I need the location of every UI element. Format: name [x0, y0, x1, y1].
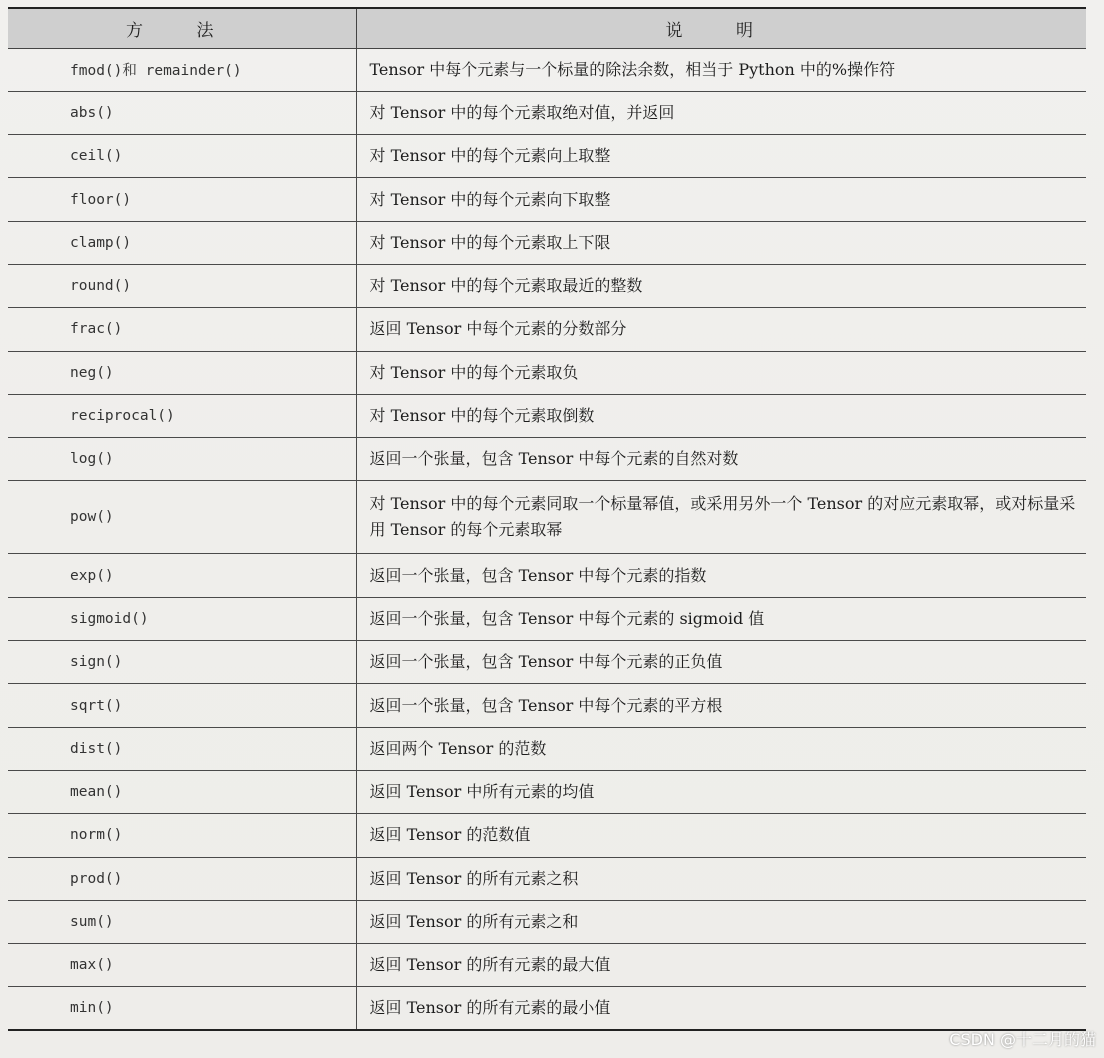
- description-cell: 返回两个 Tensor 的范数: [356, 727, 1086, 770]
- description-cell: 返回 Tensor 的所有元素的最小值: [356, 987, 1086, 1030]
- description-cell: 返回一个张量，包含 Tensor 中每个元素的指数: [356, 554, 1086, 597]
- tensor-methods-table-container: [8, 7, 1086, 1031]
- method-cell: abs(): [8, 91, 356, 134]
- description-cell: 返回一个张量，包含 Tensor 中每个元素的自然对数: [356, 438, 1086, 481]
- description-cell: 对 Tensor 中的每个元素向上取整: [356, 135, 1086, 178]
- description-cell: 对 Tensor 中的每个元素取倒数: [356, 394, 1086, 437]
- description-cell: 返回一个张量，包含 Tensor 中每个元素的平方根: [356, 684, 1086, 727]
- method-cell: exp(): [8, 554, 356, 597]
- table-row: [8, 481, 1086, 554]
- method-cell: prod(): [8, 857, 356, 900]
- table-row: [8, 857, 1086, 900]
- method-cell: sigmoid(): [8, 597, 356, 640]
- description-cell: 返回 Tensor 的所有元素之积: [356, 857, 1086, 900]
- table-row: [8, 814, 1086, 857]
- table-row: [8, 987, 1086, 1030]
- description-cell: 对 Tensor 中的每个元素取负: [356, 351, 1086, 394]
- table-row: [8, 178, 1086, 221]
- table-row: [8, 597, 1086, 640]
- table-row: [8, 770, 1086, 813]
- description-column-header: 说 明: [356, 8, 1086, 48]
- csdn-watermark: CSDN @十二月的猫: [949, 1030, 1096, 1049]
- table-row: [8, 135, 1086, 178]
- table-row: [8, 394, 1086, 437]
- tensor-methods-table: [8, 7, 1086, 1031]
- method-cell: round(): [8, 264, 356, 307]
- method-cell: frac(): [8, 308, 356, 351]
- method-cell: pow(): [8, 481, 356, 554]
- description-cell: 对 Tensor 中的每个元素取最近的整数: [356, 264, 1086, 307]
- description-cell: 对 Tensor 中的每个元素向下取整: [356, 178, 1086, 221]
- description-cell: 返回一个张量，包含 Tensor 中每个元素的 sigmoid 值: [356, 597, 1086, 640]
- table-row: [8, 264, 1086, 307]
- method-cell: norm(): [8, 814, 356, 857]
- description-cell: 返回 Tensor 中每个元素的分数部分: [356, 308, 1086, 351]
- method-column-header: 方 法: [8, 8, 356, 48]
- method-cell: clamp(): [8, 221, 356, 264]
- table-row: [8, 641, 1086, 684]
- description-cell: 对 Tensor 中的每个元素取上下限: [356, 221, 1086, 264]
- method-cell: dist(): [8, 727, 356, 770]
- table-row: [8, 554, 1086, 597]
- method-cell: min(): [8, 987, 356, 1030]
- table-row: [8, 308, 1086, 351]
- table-row: [8, 727, 1086, 770]
- method-cell: max(): [8, 944, 356, 987]
- method-cell: reciprocal(): [8, 394, 356, 437]
- table-row: [8, 944, 1086, 987]
- method-cell: sign(): [8, 641, 356, 684]
- method-cell: sqrt(): [8, 684, 356, 727]
- table-row: [8, 91, 1086, 134]
- method-cell: sum(): [8, 900, 356, 943]
- table-row: [8, 351, 1086, 394]
- table-row: [8, 221, 1086, 264]
- method-cell: log(): [8, 438, 356, 481]
- description-cell: Tensor 中每个元素与一个标量的除法余数，相当于 Python 中的%操作符: [356, 48, 1086, 91]
- table-row: [8, 900, 1086, 943]
- description-cell: 返回 Tensor 中所有元素的均值: [356, 770, 1086, 813]
- description-cell: 对 Tensor 中的每个元素同取一个标量幂值，或采用另外一个 Tensor 的对应元素取幂，或对标量采用 Tensor 的每个元素取幂: [356, 481, 1086, 554]
- table-header-row: [8, 8, 1086, 48]
- method-cell: neg(): [8, 351, 356, 394]
- method-cell: fmod()和 remainder(): [8, 48, 356, 91]
- method-cell: mean(): [8, 770, 356, 813]
- method-cell: floor(): [8, 178, 356, 221]
- table-row: [8, 438, 1086, 481]
- table-row: [8, 684, 1086, 727]
- description-cell: 返回 Tensor 的所有元素的最大值: [356, 944, 1086, 987]
- description-cell: 返回 Tensor 的范数值: [356, 814, 1086, 857]
- description-cell: 返回一个张量，包含 Tensor 中每个元素的正负值: [356, 641, 1086, 684]
- table-row: [8, 48, 1086, 91]
- description-cell: 返回 Tensor 的所有元素之和: [356, 900, 1086, 943]
- description-cell: 对 Tensor 中的每个元素取绝对值，并返回: [356, 91, 1086, 134]
- method-cell: ceil(): [8, 135, 356, 178]
